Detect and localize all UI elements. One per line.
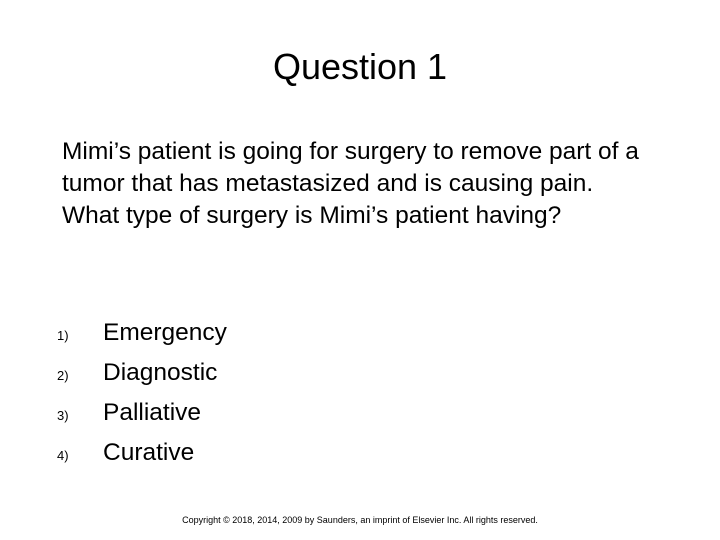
answer-option[interactable] (57, 313, 457, 353)
answer-option[interactable] (57, 433, 457, 473)
option-label: Emergency (103, 319, 227, 346)
copyright-footer: Copyright © 2018, 2014, 2009 by Saunders, an imprint of Elsevier Inc. All rights reserved. (182, 515, 538, 525)
slide-title: Question 1 (272, 46, 448, 87)
answer-option[interactable] (57, 393, 457, 433)
option-label: Diagnostic (103, 359, 218, 386)
option-label: Curative (103, 439, 195, 466)
answer-option[interactable] (57, 353, 457, 393)
question-text: Mimi’s patient is going for surgery to remove part of a tumor that has metastasized and is causing pain. What type of surgery is Mimi’s patient having? (62, 138, 639, 229)
option-number: 1) (57, 328, 69, 343)
option-number: 4) (57, 448, 69, 463)
option-number: 3) (57, 408, 69, 423)
answer-options-list (57, 313, 457, 473)
option-label: Palliative (103, 399, 202, 426)
option-number: 2) (57, 368, 69, 383)
